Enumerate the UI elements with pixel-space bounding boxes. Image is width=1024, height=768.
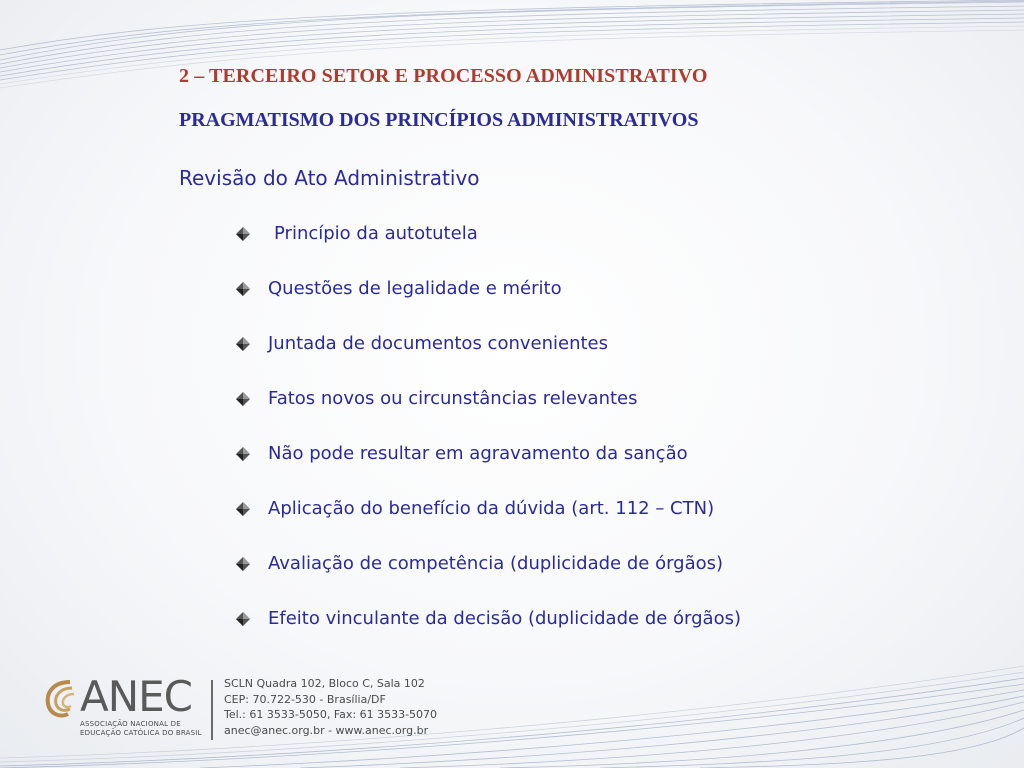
diamond-bullet-icon <box>236 227 250 241</box>
bullet-text: Avaliação de competência (duplicidade de órgãos) <box>268 553 724 574</box>
diamond-bullet-icon <box>236 392 250 406</box>
section-title: Revisão do Ato Administrativo <box>179 166 480 190</box>
bullet-item <box>236 426 979 481</box>
bullet-item <box>236 536 979 591</box>
diamond-bullet-icon <box>236 612 250 626</box>
bullet-text: Não pode resultar em agravamento da sanção <box>268 443 688 464</box>
bullet-item <box>236 371 979 426</box>
bullet-text: Juntada de documentos convenientes <box>268 333 608 354</box>
anec-swirl-logo-icon <box>40 676 84 720</box>
bullet-text: Efeito vinculante da decisão (duplicidade de órgãos) <box>268 608 742 629</box>
contact-cep: CEP: 70.722-530 - Brasília/DF <box>224 692 386 706</box>
bullet-item <box>236 261 979 316</box>
bullet-text: Questões de legalidade e mérito <box>268 278 562 299</box>
footer-contact-info <box>224 676 437 738</box>
bullet-text: Fatos novos ou circunstâncias relevantes <box>268 388 638 409</box>
bullet-item <box>236 591 979 646</box>
diamond-bullet-icon <box>236 557 250 571</box>
anec-logo <box>40 672 220 746</box>
bullet-text: Aplicação do benefício da dúvida (art. 112 – CTN) <box>268 498 715 519</box>
slide-heading-primary: 2 – TERCEIRO SETOR E PROCESSO ADMINISTRATIVO <box>179 65 708 87</box>
bullet-item <box>236 481 979 536</box>
diamond-bullet-icon <box>236 282 250 296</box>
diamond-bullet-icon <box>236 337 250 351</box>
bullet-text: Princípio da autotutela <box>274 223 478 244</box>
bullet-item <box>236 206 979 261</box>
logo-wordmark: ANEC <box>80 672 193 721</box>
footer-divider <box>211 680 213 740</box>
slide-heading-secondary: PRAGMATISMO DOS PRINCÍPIOS ADMINISTRATIVOS <box>179 109 699 131</box>
slide-content <box>179 62 979 646</box>
diamond-bullet-icon <box>236 447 250 461</box>
logo-subtitle-line-1: ASSOCIAÇÃO NACIONAL DE <box>80 720 181 728</box>
bullet-item <box>236 316 979 371</box>
contact-address: SCLN Quadra 102, Bloco C, Sala 102 <box>224 677 425 690</box>
bullet-list <box>179 206 979 646</box>
diamond-bullet-icon <box>236 502 250 516</box>
contact-phone: Tel.: 61 3533-5050, Fax: 61 3533-5070 <box>224 708 438 721</box>
contact-email-web: anec@anec.org.br - www.anec.org.br <box>224 723 429 737</box>
logo-subtitle-line-2: EDUCAÇÃO CATÓLICA DO BRASIL <box>80 729 202 737</box>
